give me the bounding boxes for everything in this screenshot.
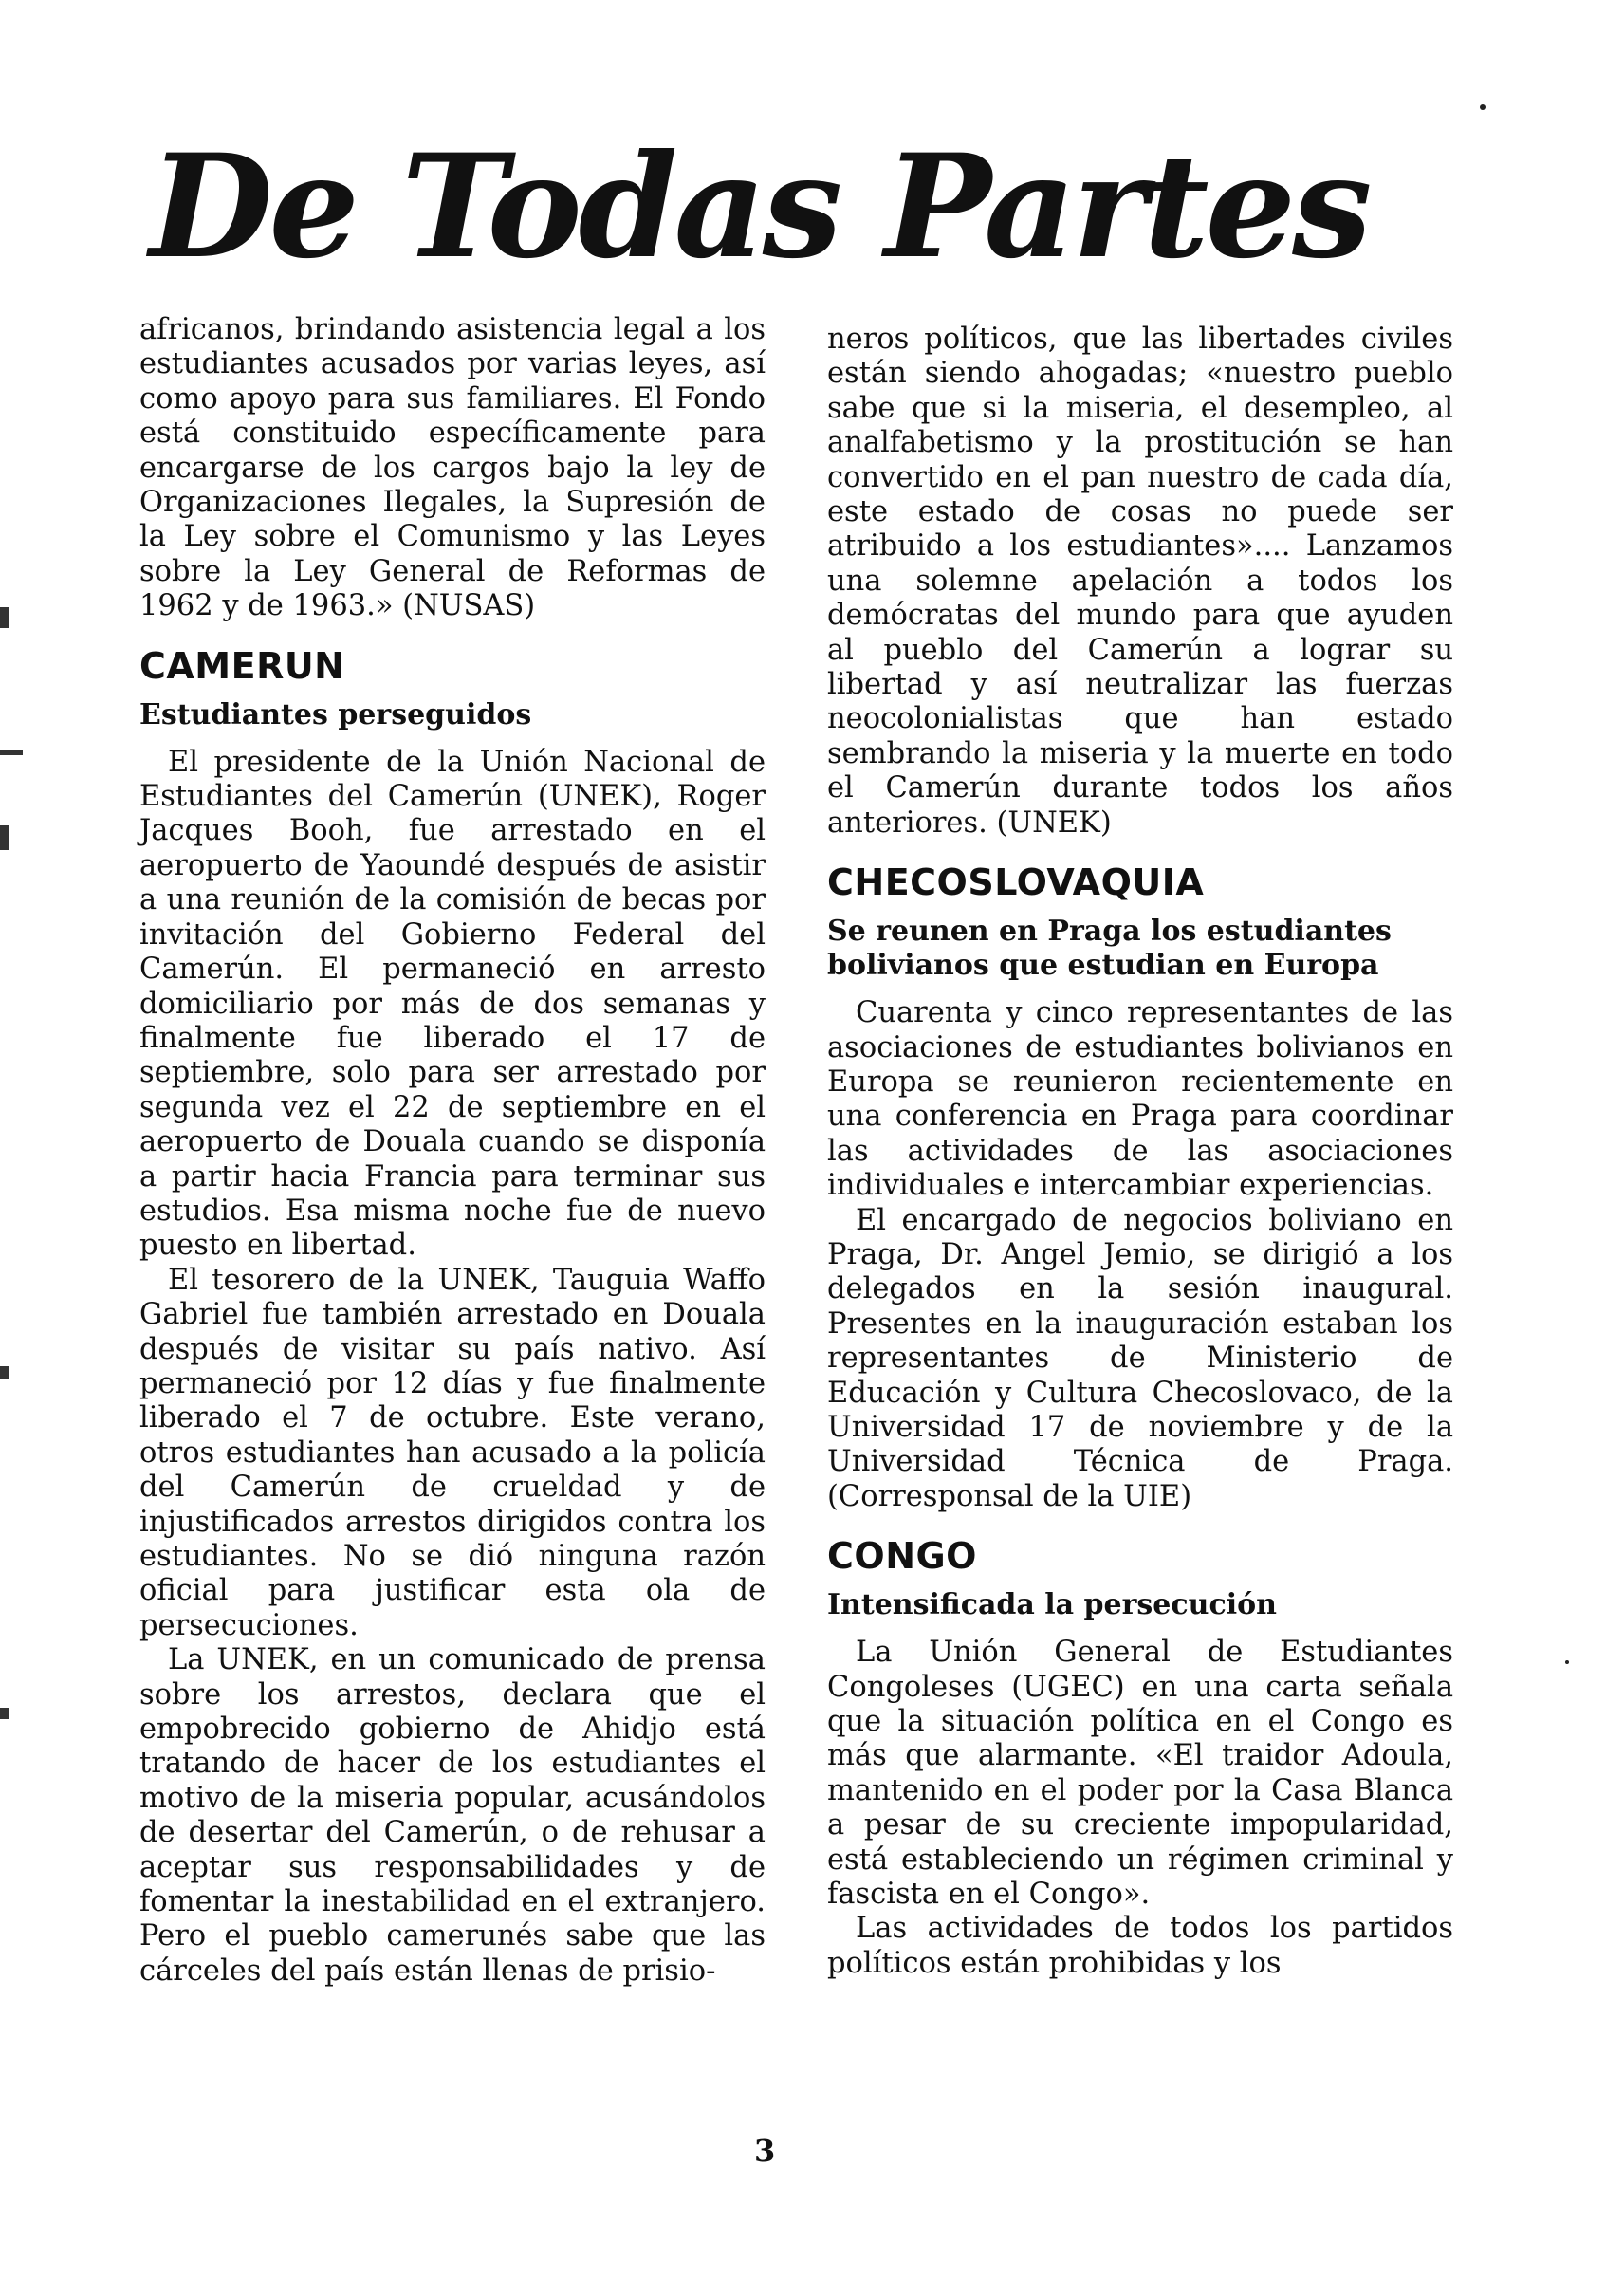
paragraph: El tesorero de la UNEK, Tauguia Waffo Gabriel fue también arrestado en Douala después de visitar su país nativo. Así permaneció por 12 días y fue finalmente liberado el 7 de octubre. Este verano, otros estudiantes han acusado a la policía del Camerún de crueldad y de injustificados arrestos dirigidos contra los estudiantes. No se dió ninguna razón oficial para justificar esta ola de persecuciones. — [139, 1263, 766, 1642]
scan-edge-mark — [0, 607, 9, 628]
continuation-paragraph: neros políticos, que las libertades civiles están siendo ahogadas; «nuestro pueblo sabe que si la miseria, el desempleo, al analfabetismo y la prostitución se han convertido en el pan nuestro de cada día, este estado de cosas no puede ser atribuido a los estudiantes».... Lanzamos una solemne apelación a todos los demócratas del mundo para que ayuden al pueblo del Camerún a lograr su libertad y así neutralizar las fuerzas neocolonialistas que han estado sembrando la miseria y la muerte en todo el Camerún durante todos los años anteriores. (UNEK) — [827, 323, 1453, 840]
scan-speck — [1480, 104, 1486, 110]
masthead-text: De Todas Partes — [149, 123, 1369, 290]
subtitle-congo: Intensificada la persecución — [827, 1588, 1277, 1622]
left-column — [139, 313, 766, 1989]
subtitle-checoslovaquia: Se reunen en Praga los estudiantes bolivianos que estudian en Europa — [827, 915, 1392, 983]
paragraph: El presidente de la Unión Nacional de Estudiantes del Camerún (UNEK), Roger Jacques Booh, fue arrestado en el aeropuerto de Yaoundé después de asistir a una reunión de la comisión de becas por invitación del Gobierno Federal del Camerún. El permaneció en arresto domiciliario por más de dos semanas y finalmente fue liberado el 17 de septiembre, solo para ser arrestado por segunda vez el 22 de septiembre en el aeropuerto de Douala cuando se disponía a partir hacia Francia para terminar sus estudios. Esa misma noche fue de nuevo puesto en libertad. — [139, 745, 766, 1263]
masthead-title — [149, 114, 1369, 294]
subtitle-camerun: Estudiantes perseguidos — [139, 697, 532, 731]
paragraph: Cuarenta y cinco representantes de las asociaciones de estudiantes bolivianos en Europa se reunieron recientemente en una conferencia en Praga para coordinar las actividades de las asociaciones individuales e intercambiar experiencias. — [827, 996, 1453, 1203]
paragraph: Las actividades de todos los partidos políticos están prohibidas y los — [827, 1912, 1453, 1980]
page-number: 3 — [754, 2133, 776, 2169]
scan-edge-mark — [0, 825, 9, 850]
scan-edge-mark — [0, 1708, 9, 1719]
scan-speck — [1565, 1660, 1569, 1664]
scan-edge-mark — [0, 1366, 9, 1379]
scan-edge-mark — [0, 750, 23, 755]
paragraph: La Unión General de Estudiantes Congoleses (UGEC) en una carta señala que la situación política en el Congo es más que alarmante. «El traidor Adoula, mantenido en el poder por la Casa Blanca a pesar de su creciente impopularidad, está estableciendo un régimen criminal y fascista en el Congo». — [827, 1636, 1453, 1912]
paragraph: El encargado de negocios boliviano en Praga, Dr. Angel Jemio, se dirigió a los delegados en la sesión inaugural. Presentes en la inauguración estaban los representantes de Ministerio de Educación y Cultura Checoslovaco, de la Universidad 17 de noviembre y de la Universidad Técnica de Praga. (Corresponsal de la UIE) — [827, 1203, 1453, 1513]
section-title-camerun: CAMERUN — [139, 644, 345, 687]
section-title-congo: CONGO — [827, 1535, 977, 1578]
intro-paragraph: africanos, brindando asistencia legal a los estudiantes acusados por varias leyes, así como apoyo para sus familiares. El Fondo está constituido específicamente para encargarse de los cargos bajo la ley de Organizaciones Ilegales, la Supresión de la Ley sobre el Comunismo y las Leyes sobre la Ley General de Reformas de 1962 y de 1963.» (NUSAS) — [139, 313, 766, 623]
section-title-checoslovaquia: CHECOSLOVAQUIA — [827, 861, 1205, 904]
right-column — [827, 323, 1453, 1981]
paragraph: La UNEK, en un comunicado de prensa sobre los arrestos, declara que el empobrecido gobierno de Ahidjo está tratando de hacer de los estudiantes el motivo de la miseria popular, acusándolos de desertar del Camerún, o de rehusar a aceptar sus responsabilidades y de fomentar la inestabilidad en el extranjero. Pero el pueblo camerunés sabe que las cárceles del país están llenas de prisio- — [139, 1643, 766, 1988]
